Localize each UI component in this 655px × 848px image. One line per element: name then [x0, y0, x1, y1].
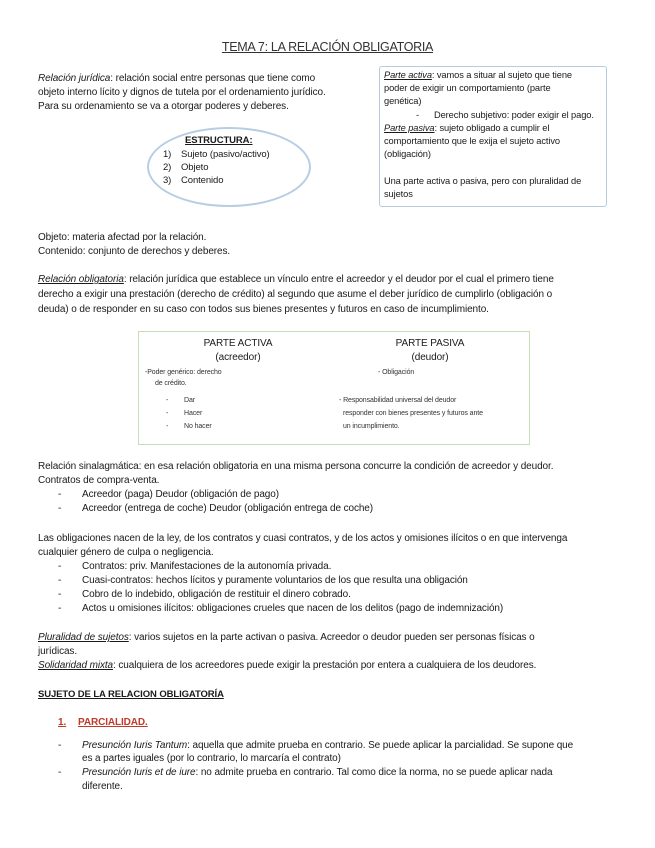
intro-line-2: objeto interno lícito y dignos de tutela por el ordenamiento jurídico.	[38, 87, 326, 98]
nacen-line-2: cualquier género de culpa o negligencia.	[38, 547, 214, 558]
pluralidad-line-1: Pluralidad de sujetos: varios sujetos en la parte activan o pasiva. Acreedor o deudor pueden ser personas físicas o	[38, 632, 535, 643]
rel-oblig-line-2: derecho a exigir una prestación (derecho de crédito) al segundo que asume el deber jurídico de cumplirlo (obligación o	[38, 289, 553, 300]
parte-pasiva-title: PARTE PASIVA	[395, 338, 465, 349]
nacen-item-3: - Cobro de lo indebido, obligación de restituir el dinero cobrado.	[58, 589, 351, 600]
activa-line-2: poder de exigir un comportamiento (parte	[384, 83, 551, 93]
activa-item-dar: - Dar	[166, 397, 195, 404]
derecho-subjetivo: - Derecho subjetivo: poder exigir el pago.	[416, 110, 594, 120]
objeto-line: Objeto: materia afectad por la relación.	[38, 232, 207, 243]
iuris-tantum-line-2: es a partes iguales (por lo contrario, lo marcaría el contrato)	[82, 753, 341, 764]
pasiva-obligacion: - Obligación	[378, 369, 415, 376]
page-title: TEMA 7: LA RELACIÓN OBLIGATORIA	[221, 40, 434, 54]
estructura-item-1: 1) Sujeto (pasivo/activo)	[163, 149, 270, 160]
sinalagmatica-item-2: - Acreedor (entrega de coche) Deudor (obligación entrega de coche)	[58, 503, 374, 514]
sinalagmatica-line-1: Relación sinalagmática: en esa relación obligatoria en una misma persona concurre la condición de acreedor y deudor.	[38, 461, 554, 472]
note-line-2: sujetos	[384, 189, 413, 199]
note-line-1: Una parte activa o pasiva, pero con pluralidad de	[384, 176, 582, 186]
intro-line-1: Relación jurídica: relación social entre personas que tiene como	[38, 73, 316, 84]
iuris-et-de-iure-line-2: diferente.	[82, 781, 123, 792]
nacen-item-4: - Actos u omisiones ilícitos: obligaciones crueles que nacen de los delitos (pago de indemnización)	[58, 603, 504, 614]
parte-pasiva-sub: (deudor)	[411, 352, 449, 363]
intro-term: Relación jurídica	[38, 73, 111, 84]
sinalagmatica-item-1: - Acreedor (paga) Deudor (obligación de pago)	[58, 489, 279, 500]
intro-line-3: Para su ordenamiento se va a otorgar poderes y deberes.	[38, 101, 289, 112]
pluralidad-line-2: jurídicas.	[38, 646, 78, 657]
activa-poder: -Poder genérico: derecho	[145, 369, 222, 376]
pasiva-line-2: comportamiento que le exija el sujeto activo	[384, 136, 560, 146]
nacen-line-1: Las obligaciones nacen de la ley, de los contratos y cuasi contratos, y de los actos y omisiones ilícitos o en que intervenga	[38, 533, 568, 544]
pasiva-resp-1: - Responsabilidad universal del deudor	[339, 397, 457, 404]
contenido-line: Contenido: conjunto de derechos y deberes.	[38, 246, 231, 257]
parcialidad-heading: 1. PARCIALIDAD.	[58, 717, 148, 728]
rel-oblig-line-1: Relación obligatoria: relación jurídica que establece un vínculo entre el acreedor y el deudor por el cual el primero tiene	[38, 274, 554, 285]
pasiva-resp-2: responder con bienes presentes y futuros ante	[343, 410, 483, 417]
estructura-item-3: 3) Contenido	[163, 175, 224, 186]
iuris-et-de-iure-line-1: - Presunción Iuris et de iure: no admite prueba en contrario. Tal como dice la norma, no se puede aplicar nada	[58, 767, 553, 778]
rel-oblig-line-3: deuda) o de responder en su caso con todos sus bienes presentes y futuros en caso de incumplimiento.	[38, 304, 489, 315]
activa-line-1: Parte activa: vamos a situar al sujeto que tiene	[384, 70, 572, 80]
parte-activa-title: PARTE ACTIVA	[203, 338, 273, 349]
pasiva-line-1: Parte pasiva: sujeto obligado a cumplir el	[384, 123, 550, 133]
iuris-tantum-line-1: - Presunción Iuris Tantum: aquella que admite prueba en contrario. Se puede aplicar la parcialidad. Se supone que	[58, 740, 574, 751]
activa-line-3: genética)	[384, 96, 422, 106]
sujeto-heading: SUJETO DE LA RELACION OBLIGATORÍA	[38, 689, 224, 700]
pasiva-line-3: (obligación)	[384, 149, 431, 159]
pasiva-resp-3: un incumplimiento.	[343, 423, 400, 430]
parte-activa-sub: (acreedor)	[215, 352, 261, 363]
activa-item-no-hacer: - No hacer	[166, 423, 212, 430]
sinalagmatica-line-2: Contratos de compra-venta.	[38, 475, 160, 486]
estructura-title: ESTRUCTURA:	[185, 135, 253, 146]
solidaridad-line: Solidaridad mixta: cualquiera de los acreedores puede exigir la prestación por entera a cualquiera de los deudores.	[38, 660, 537, 671]
activa-credito: de crédito.	[155, 380, 187, 387]
nacen-item-2: - Cuasi-contratos: hechos lícitos y puramente voluntarios de los que resulta una obligación	[58, 575, 468, 586]
activa-item-hacer: - Hacer	[166, 410, 203, 417]
estructura-item-2: 2) Objeto	[163, 162, 209, 173]
nacen-item-1: - Contratos: priv. Manifestaciones de la autonomía privada.	[58, 561, 332, 572]
